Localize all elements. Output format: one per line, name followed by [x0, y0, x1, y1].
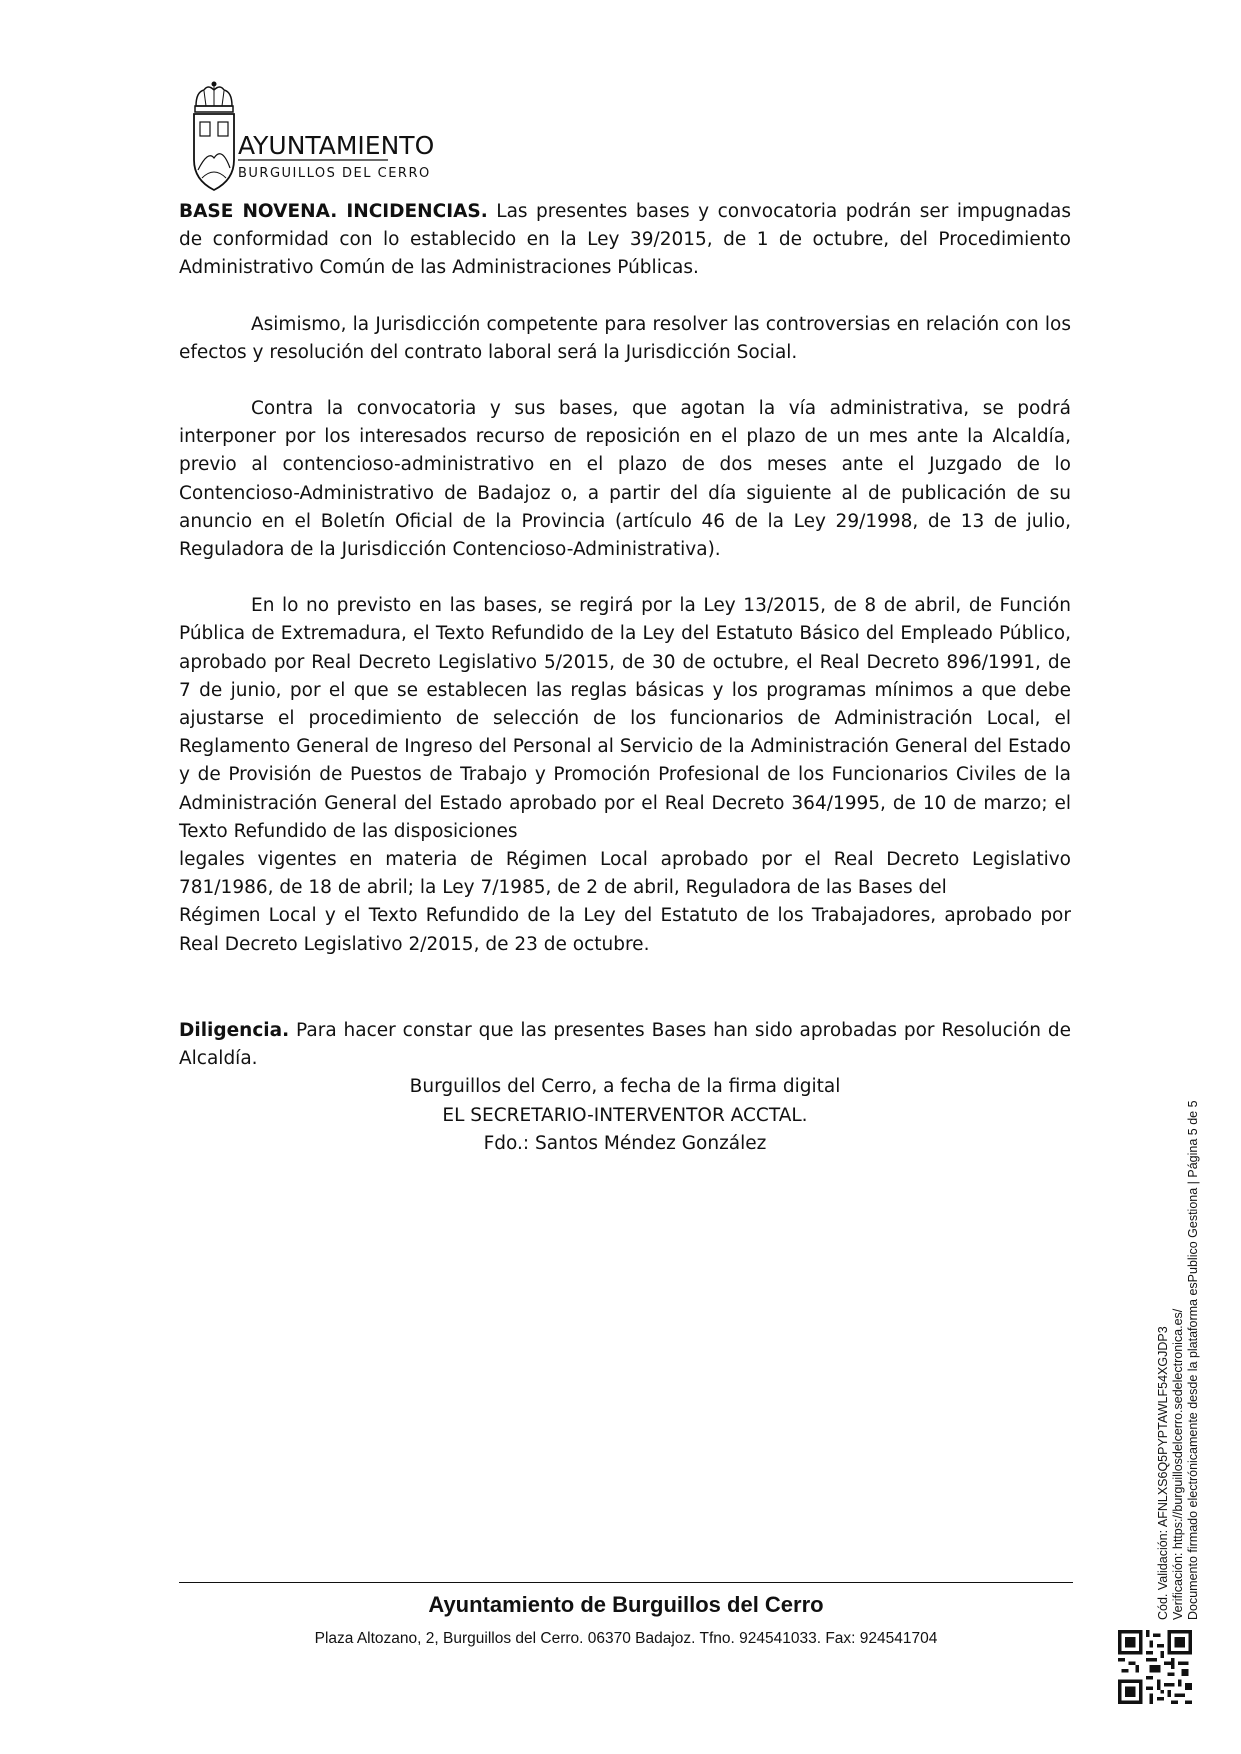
- logo-subtitle: BURGUILLOS DEL CERRO: [238, 166, 431, 181]
- base-novena-text: Las presentes bases y convocatoria podrán ser impugnadas de conformidad con lo establecido en la Ley 39/2015, de 1 de octubre, del Procedimiento Administrativo Común de las Administraciones Públicas.: [179, 201, 1071, 279]
- signature-name: Fdo.: Santos Méndez González: [483, 1132, 767, 1154]
- footer-title: Ayuntamiento de Burguillos del Cerro: [428, 1592, 824, 1617]
- base-novena-heading: BASE NOVENA. INCIDENCIAS.: [179, 201, 488, 222]
- validation-code: Cód. Validación: AFNLXS6Q5PYPTAWLF54XGJDP3: [1156, 1326, 1170, 1620]
- footer-divider: [179, 1582, 1073, 1583]
- document-body: [179, 198, 1071, 959]
- signature-role: EL SECRETARIO-INTERVENTOR ACCTAL.: [442, 1104, 808, 1126]
- paragraph-normativa: En lo no previsto en las bases, se regirá por la Ley 13/2015, de 8 de abril, de Función Pública de Extremadura, el Texto Refundido de la Ley del Estatuto Básico del Empleado Público, aprobado por Real Decreto Legislativo 5/2015, de 30 de octubre, el Real Decreto 896/1991, de 7 de junio, por el que se establecen las reglas básicas y los programas mínimos a que debe ajustarse el procedimiento de selección de los funcionarios de Administración Local, el Reglamento General de Ingreso del Personal al Servicio de la Administración General del Estado y de Provisión de Puestos de Trabajo y Promoción Profesional de los Funcionarios Civiles de la Administración General del Estado aprobado por el Real Decreto 364/1995, de 10 de marzo; el Texto Refundido de las disposiciones: [179, 595, 1071, 842]
- diligencia-text: Para hacer constar que las presentes Bases han sido aprobadas por Resolución de Alcaldía.: [179, 1020, 1071, 1070]
- paragraph-normativa-cont: legales vigentes en materia de Régimen Local aprobado por el Real Decreto Legislativo 781/1986, de 18 de abril; la Ley 7/1985, de 2 de abril, Reguladora de las Bases del: [179, 849, 1071, 899]
- paragraph-diligencia: [179, 1017, 1071, 1073]
- paragraph-jurisdiccion: Asimismo, la Jurisdicción competente para resolver las controversias en relación con los efectos y resolución del contrato laboral será la Jurisdicción Social.: [179, 313, 1071, 363]
- verification-url: Verificación: https://burguillosdelcerro.sedelectronica.es/: [1171, 1308, 1185, 1620]
- validation-sidebar: [1156, 1100, 1201, 1620]
- qr-code-icon: [1118, 1630, 1192, 1704]
- logo-title: AYUNTAMIENTO: [238, 131, 435, 160]
- diligencia-block: [179, 1017, 1071, 1158]
- signature-platform-note: Documento firmado electrónicamente desde la plataforma esPublico Gestiona | Página 5 de 5: [1186, 1100, 1200, 1620]
- shield-icon: [194, 114, 234, 190]
- signature-place: Burguillos del Cerro, a fecha de la firma digital: [409, 1076, 841, 1098]
- diligencia-heading: Diligencia.: [179, 1020, 290, 1041]
- paragraph-recurso: Contra la convocatoria y sus bases, que agotan la vía administrativa, se podrá interponer por los interesados recurso de reposición en el plazo de un mes ante la Alcaldía, previo al contencioso-administrativo en el plazo de dos meses ante el Juzgado de lo Contencioso-Administrativo de Badajoz o, a partir del día siguiente al de publicación de su anuncio en el Boletín Oficial de la Provincia (artículo 46 de la Ley 29/1998, de 13 de julio, Reguladora de la Jurisdicción Contencioso-Administrativa).: [179, 398, 1071, 561]
- paragraph-normativa-end: Régimen Local y el Texto Refundido de la Ley del Estatuto de los Trabajadores, aprobado por Real Decreto Legislativo 2/2015, de 23 de octubre.: [179, 905, 1071, 955]
- crown-icon: [195, 82, 233, 113]
- ayuntamiento-logo: [192, 80, 435, 192]
- paragraph-base-novena: [179, 198, 1071, 283]
- footer-address: Plaza Altozano, 2, Burguillos del Cerro. 06370 Badajoz. Tfno. 924541033. Fax: 924541704: [314, 1630, 938, 1647]
